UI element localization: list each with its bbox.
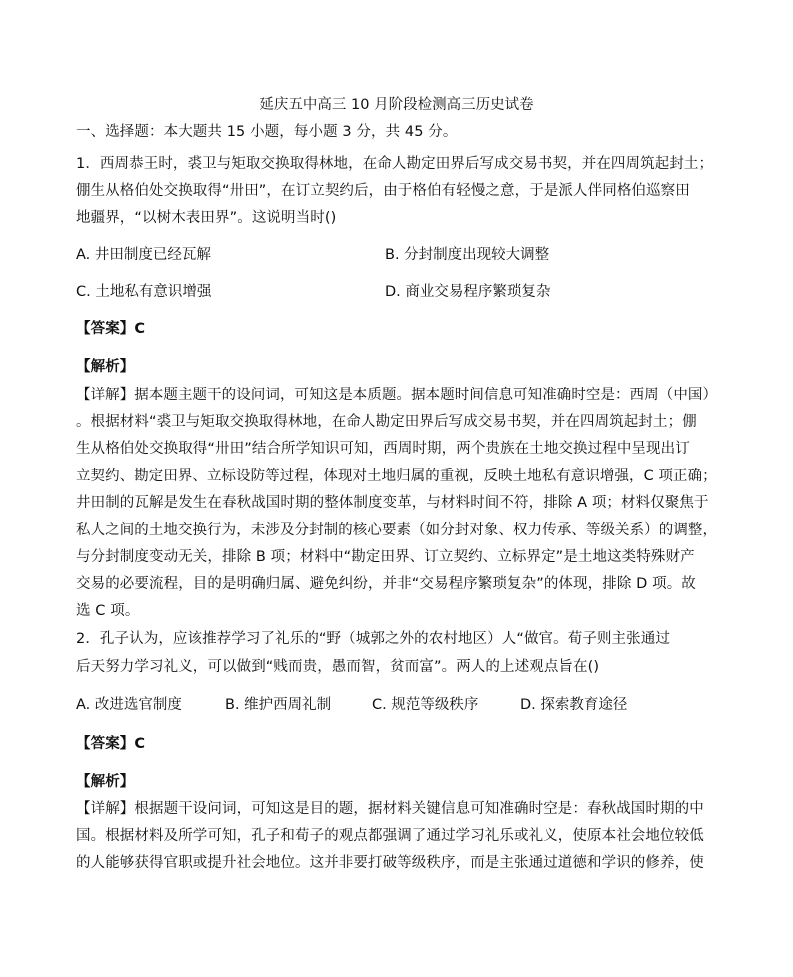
q1-detail-line-5: 井田制的瓦解是发生在春秋战国时期的整体制度变革，与材料时间不符，排除 A 项；材料仅聚焦于 [76, 495, 709, 511]
q2-option-b: B. 维护西周礼制 [225, 697, 332, 713]
q1-detail-line-8: 交易的必要流程，目的是明确归属、避免纠纷，并非“交易程序繁琐复杂”的体现，排除 D 项。故 [76, 576, 696, 592]
q1-option-a: A. 井田制度已经瓦解 [76, 247, 211, 263]
q2-stem-line-2: 后天努力学习礼义，可以做到“贱而贵，愚而智，贫而富”。两人的上述观点旨在() [76, 659, 600, 675]
q1-stem-line-3: 地疆界，“以树木表田界”。这说明当时() [76, 210, 337, 226]
q2-option-c: C. 规范等级秩序 [372, 697, 479, 713]
q1-option-c: C. 土地私有意识增强 [76, 284, 212, 300]
q2-detail-line-2: 国。根据材料及所学可知，孔子和荀子的观点都强调了通过学习礼乐或礼义，使原本社会地位较低 [76, 828, 704, 844]
exam-title: 延庆五中高三 10 月阶段检测高三历史试卷 [259, 97, 534, 113]
q1-detail-line-4: 立契约、勘定田界、立标设防等过程，体现对土地归属的重视，反映土地私有意识增强，C 项正确； [76, 468, 717, 484]
q2-answer: 【答案】C [76, 736, 146, 752]
q2-option-a: A. 改进选官制度 [76, 697, 182, 713]
q2-detail-line-3: 的人能够获得官职或提升社会地位。这并非要打破等级秩序，而是主张通过道德和学识的修养，使 [76, 855, 704, 871]
q1-detail-line-3: 生从格伯处交换取得“卅田”结合所学知识可知，西周时期，两个贵族在土地交换过程中呈现出订 [76, 441, 690, 457]
q2-detail-line-1: 【详解】根据题干设问词，可知这是目的题，据材料关键信息可知准确时空是：春秋战国时期的中 [76, 801, 704, 817]
q1-detail-line-6: 私人之间的土地交换行为，未涉及分封制的核心要素（如分封对象、权力传承、等级关系）的调整， [76, 522, 718, 538]
q1-stem-line-1: 1．西周恭王时，裘卫与矩取交换取得林地，在命人勘定田界后写成交易书契，并在四周筑起封土； [76, 156, 714, 172]
q2-stem-line-1: 2．孔子认为，应该推荐学习了礼乐的“野（城郭之外的农村地区）人“做官。荀子则主张通过 [76, 631, 670, 647]
q2-option-d: D. 探索教育途径 [520, 697, 628, 713]
q1-detail-line-7: 与分封制度变动无关，排除 B 项；材料中“勘定田界、订立契约、立标界定”是土地这类特殊财产 [76, 549, 695, 565]
q1-option-d: D. 商业交易程序繁琐复杂 [385, 284, 551, 300]
q1-detail-line-2: 。根据材料“裘卫与矩取交换取得林地，在命人勘定田界后写成交易书契，并在四周筑起封土；倗 [76, 414, 697, 430]
q1-stem-line-2: 倗生从格伯处交换取得“卅田”，在订立契约后，由于格伯有轻慢之意，于是派人伴同格伯巡察田 [76, 183, 690, 199]
q1-analysis-label: 【解析】 [76, 359, 135, 375]
q1-option-b: B. 分封制度出现较大调整 [385, 247, 550, 263]
q1-detail-line-1: 【详解】据本题主题干的设问词，可知这是本质题。据本题时间信息可知准确时空是：西周（中国） [76, 387, 718, 403]
q1-detail-line-9: 选 C 项。 [76, 603, 140, 619]
q2-analysis-label: 【解析】 [76, 774, 135, 790]
section-header: 一、选择题：本大题共 15 小题，每小题 3 分，共 45 分。 [76, 124, 458, 140]
q1-answer: 【答案】C [76, 321, 146, 337]
